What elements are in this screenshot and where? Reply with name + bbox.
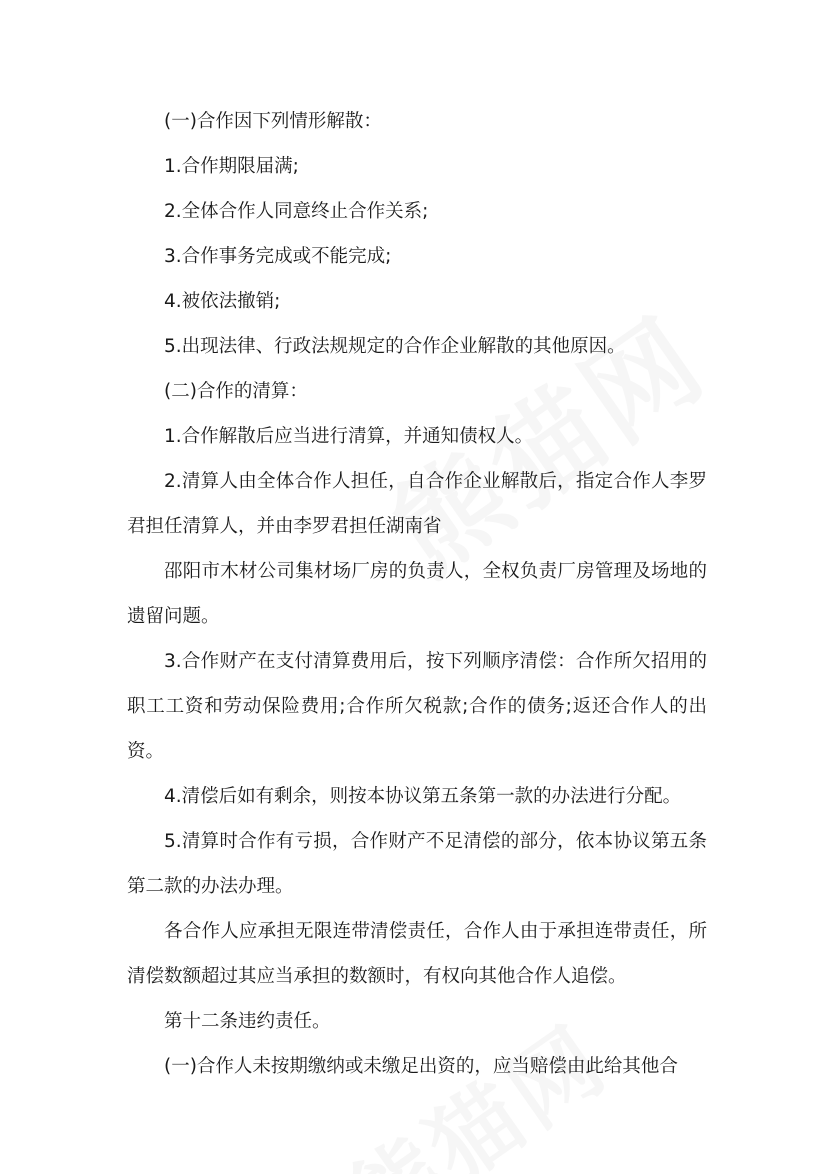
paragraph: 各合作人应承担无限连带清偿责任，合作人由于承担连带责任，所清偿数额超过其应当承担的数额时，有权向其他合作人追偿。 [127,921,707,987]
paragraph: 1.合作期限届满; [164,156,299,177]
paragraph: 4.被依法撤销; [164,291,281,312]
paragraph: 4.清偿后如有剩余，则按本协议第五条第一款的办法进行分配。 [164,786,682,807]
paragraph: 5.清算时合作有亏损，合作财产不足清偿的部分，依本协议第五条第二款的办法办理。 [127,831,707,897]
paragraph: 第十二条违约责任。 [164,1011,331,1032]
paragraph: 2.清算人由全体合作人担任，自合作企业解散后，指定合作人李罗君担任清算人，并由李罗君担任湖南省 [127,471,707,537]
paragraph: (一)合作因下列情形解散： [164,111,382,132]
paragraph: 1.合作解散后应当进行清算，并通知债权人。 [164,426,534,447]
paragraph: 邵阳市木材公司集材场厂房的负责人，全权负责厂房管理及场地的遗留问题。 [127,561,707,627]
paragraph: (二)合作的清算： [164,381,308,402]
paragraph: 2.全体合作人同意终止合作关系; [164,201,429,222]
paragraph: (一)合作人未按期缴纳或未缴足出资的，应当赔偿由此给其他合 [164,1056,678,1077]
paragraph: 3.合作财产在支付清算费用后，按下列顺序清偿：合作所欠招用的职工工资和劳动保险费用;合作所欠税款;合作的债务;返还合作人的出资。 [127,651,707,762]
paragraph: 5.出现法律、行政法规规定的合作企业解散的其他原因。 [164,336,626,357]
paragraph: 3.合作事务完成或不能完成; [164,246,392,267]
